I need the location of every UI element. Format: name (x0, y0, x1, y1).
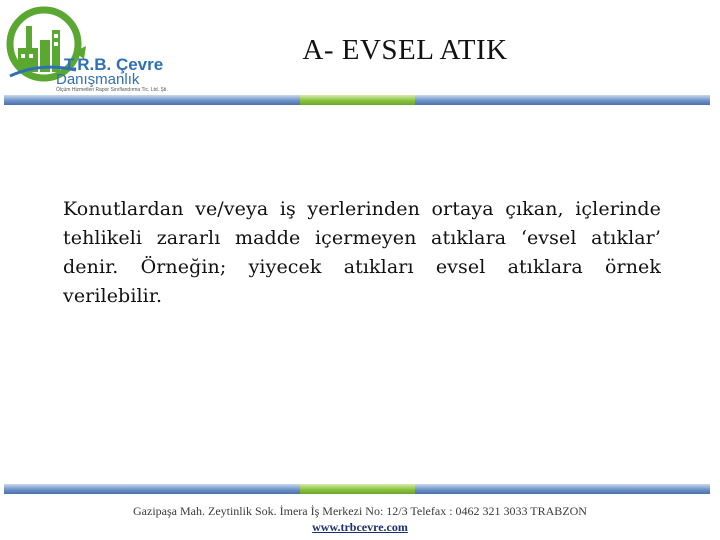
slide-title: A- EVSEL ATIK (302, 34, 508, 66)
logo-tagline: Ölçüm Hizmetleri Rapor Sınıflandırma Tic. Ltd. Şti. (56, 87, 168, 93)
company-logo (4, 4, 168, 93)
footer (80, 503, 640, 535)
footer-address: Gazipaşa Mah. Zeytinlik Sok. İmera İş Merkezi No: 12/3 Telefax : 0462 321 3033 TRABZON (133, 504, 587, 518)
footer-website-link[interactable]: www.trbcevre.com (312, 520, 408, 534)
logo-line1: T.R.B. Çevre (64, 55, 164, 74)
slide-body-text: Konutlardan ve/veya iş yerlerinden ortaya çıkan, içlerinde tehlikeli zararlı madde içermeyen atıklara ‘evsel atıklar’ denir. Örneğin; yiyecek atıkları evsel atıklara örnek verilebilir. (63, 198, 661, 307)
bar-segment-blue (415, 484, 711, 494)
bottom-divider-bar (4, 484, 710, 494)
logo-line2: Danışmanlık (56, 71, 140, 88)
top-divider-bar (4, 95, 710, 105)
bar-segment-blue (415, 95, 711, 105)
bar-segment-green (300, 95, 415, 105)
recycle-factory-icon (4, 4, 168, 93)
bar-segment-blue (4, 484, 300, 494)
bar-segment-green (300, 484, 415, 494)
bar-segment-blue (4, 95, 300, 105)
